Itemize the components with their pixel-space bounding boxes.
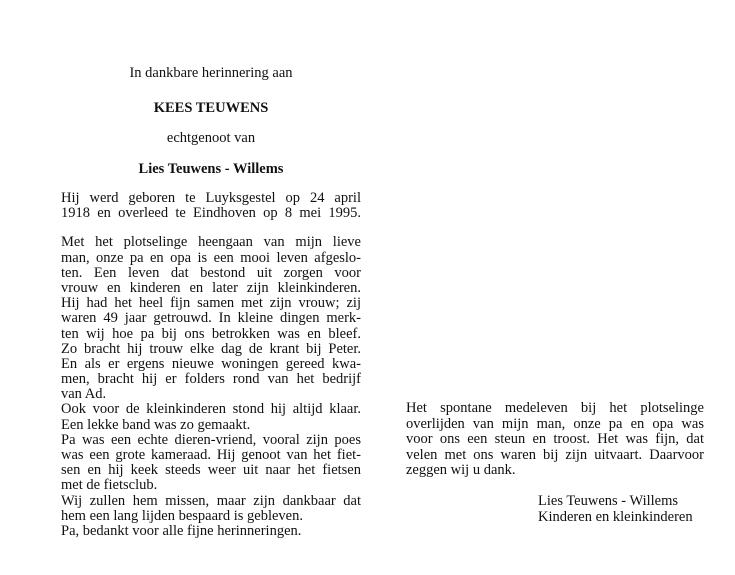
- tribute-line: man, onze pa en opa is een mooi leven afgeslo-: [61, 249, 361, 266]
- tribute-line: Met het plotselinge heengaan van mijn lieve: [61, 234, 361, 251]
- spouse-name: Lies Teuwens - Willems: [138, 161, 284, 177]
- signature-family: Kinderen en kleinkinderen: [538, 508, 693, 525]
- thanks-line: overlijden van mijn man, onze pa en opa was: [406, 415, 704, 432]
- tribute-line: ten. Een leven dat bestond uit zorgen voor: [61, 264, 361, 281]
- tribute-line: was een grote kameraad. Hij genoot van het fiet-: [61, 447, 361, 463]
- tribute-paragraph: [61, 235, 361, 539]
- tribute-line: Pa, bedankt voor alle fijne herinneringen.: [61, 522, 302, 539]
- tribute-line: sen en hij keek steeds weer uit naar het fietsen: [61, 462, 361, 479]
- tribute-line: waren 49 jaar getrouwd. In kleine dingen merk-: [61, 310, 361, 327]
- signature-block: [538, 493, 704, 525]
- tribute-line: men, bracht hij er folders rond van het bedrijf: [61, 371, 361, 388]
- thanks-line: voor ons een steun en troost. Het was fijn, dat: [406, 431, 704, 447]
- left-panel: [61, 57, 361, 539]
- thanks-line: Het spontane medeleven bij het plotselinge: [406, 400, 704, 416]
- tribute-line: Hij had het heel fijn samen met zijn vrouw; zij: [61, 295, 361, 312]
- thanks-line: velen met ons waren bij zijn uitvaart. Daarvoor: [406, 446, 704, 463]
- thanks-line: zeggen wij u dank.: [406, 462, 516, 478]
- birth-line: 1918 en overleed te Eindhoven op 8 mei 1995.: [61, 205, 361, 222]
- birth-paragraph: [61, 191, 361, 221]
- intro-text: In dankbare herinnering aan: [129, 65, 293, 81]
- spouse-label: echtgenoot van: [166, 130, 256, 146]
- birth-line: Hij werd geboren te Luyksgestel op 24 april: [61, 190, 361, 206]
- tribute-line: Een lekke band was zo gemaakt.: [61, 416, 251, 433]
- signature-name: Lies Teuwens - Willems: [538, 492, 679, 509]
- thanks-paragraph: [406, 401, 704, 479]
- tribute-line: Wij zullen hem missen, maar zijn dankbaar dat: [61, 492, 361, 509]
- tribute-line: hem een lang lijden bespaard is gebleven.: [61, 507, 303, 524]
- tribute-line: ten wij hoe pa bij ons betrokken was en bleef.: [61, 325, 361, 342]
- tribute-line: Pa was een echte dieren-vriend, vooral zijn poes: [61, 431, 361, 448]
- right-panel: [406, 401, 704, 525]
- deceased-name: KEES TEUWENS: [153, 100, 269, 116]
- tribute-line: van Ad.: [61, 386, 107, 403]
- tribute-line: vrouw en kinderen en later zijn kleinkinderen.: [61, 279, 361, 296]
- tribute-line: Ook voor de kleinkinderen stond hij altijd klaar.: [61, 401, 361, 418]
- tribute-line: En als er ergens nieuwe woningen gereed kwa-: [61, 355, 361, 372]
- tribute-line: Zo bracht hij trouw elke dag de krant bij Peter.: [61, 340, 361, 357]
- tribute-line: met de fietsclub.: [61, 477, 158, 494]
